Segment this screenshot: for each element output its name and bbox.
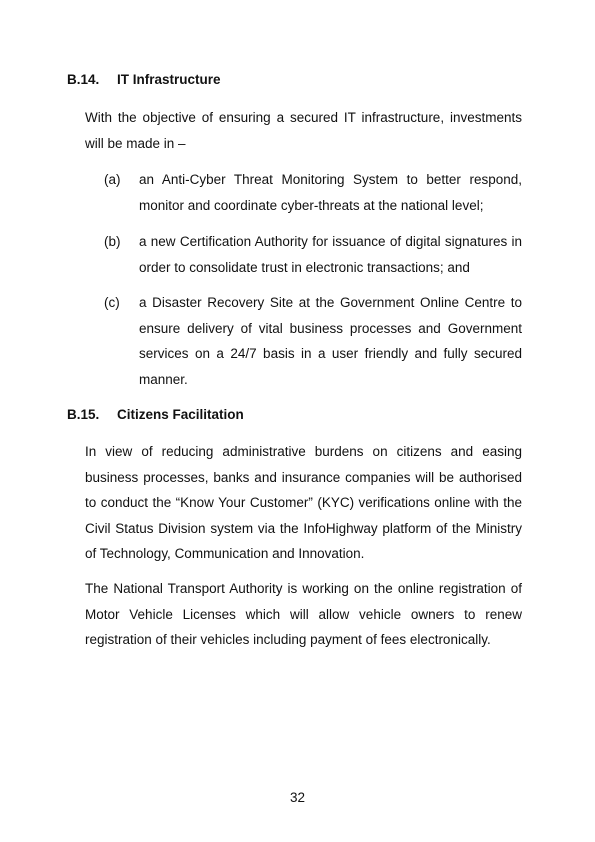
list-item-c	[104, 290, 522, 392]
section-b14-intro: With the objective of ensuring a secured IT infrastructure, investments will be made in –	[85, 110, 522, 151]
list-item-text: a new Certification Authority for issuance of digital signatures in order to consolidate trust in electronic transactions; and	[139, 234, 522, 275]
list-marker: (a)	[104, 172, 121, 187]
list-item-text: a Disaster Recovery Site at the Government Online Centre to ensure delivery of vital business processes and Government services on a 24/7 basis in a user friendly and fully secured manner.	[139, 295, 522, 387]
section-heading-b15	[67, 407, 244, 423]
section-number: B.14.	[67, 72, 100, 87]
list-item-b	[104, 229, 522, 280]
section-title: IT Infrastructure	[117, 72, 221, 87]
section-b15-paragraph-1: In view of reducing administrative burdens on citizens and easing business processes, banks and insurance companies will be authorised to conduct the “Know Your Customer” (KYC) verifications online with the Civil Status Division system via the InfoHighway platform of the Ministry of Technology, Communication and Innovation.	[85, 444, 522, 561]
list-item-text: an Anti-Cyber Threat Monitoring System to better respond, monitor and coordinate cyber-threats at the national level;	[139, 172, 522, 213]
section-number: B.15.	[67, 407, 100, 422]
section-heading-b14	[67, 72, 221, 88]
page-number: 32	[289, 790, 306, 805]
list-marker: (c)	[104, 295, 120, 310]
section-title: Citizens Facilitation	[117, 407, 244, 422]
list-item-a	[104, 167, 522, 218]
section-b15-paragraph-2: The National Transport Authority is working on the online registration of Motor Vehicle Licenses which will allow vehicle owners to renew registration of their vehicles including payment of fees electronically.	[85, 581, 522, 647]
list-marker: (b)	[104, 234, 121, 249]
